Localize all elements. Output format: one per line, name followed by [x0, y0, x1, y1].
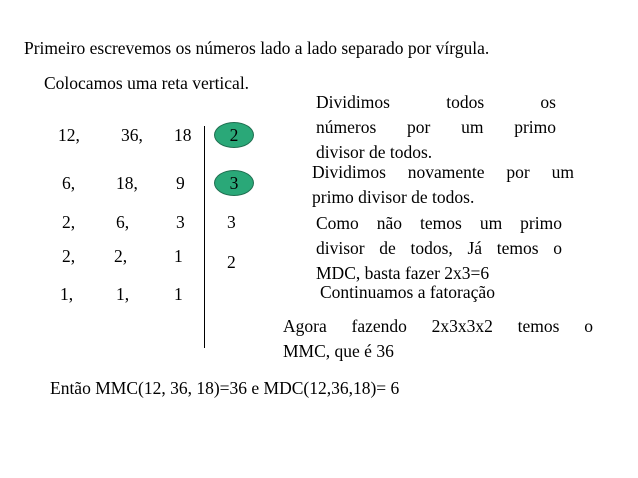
note-2-line-1: Dividimos novamente por um: [312, 162, 574, 182]
intro-line-2: Colocamos uma reta vertical.: [44, 73, 250, 93]
row-1-value-1: 12,: [58, 125, 80, 145]
note-3-line-1: Como não temos um primo: [316, 213, 562, 233]
note-divide-all: [316, 90, 556, 165]
row-4-value-3: 1: [174, 246, 183, 266]
note-mdc: [316, 211, 562, 286]
row-4-value-1: 2,: [62, 246, 76, 266]
row-3-divisor: 3: [227, 212, 236, 232]
row-3-value-1: 2,: [62, 212, 76, 232]
row-5-value-3: 1: [174, 284, 183, 304]
row-1-value-2: 36,: [121, 125, 143, 145]
row-5-value-1: 1,: [60, 284, 74, 304]
note-3-line-3: MDC, basta fazer 2x3=6: [316, 263, 490, 283]
row-2-divisor-highlight: 3: [214, 170, 254, 196]
row-4-divisor: 2: [227, 252, 236, 272]
note-divide-again: [312, 160, 574, 210]
row-2-value-2: 18,: [116, 173, 138, 193]
intro-line-1: Primeiro escrevemos os números lado a lado separado por vírgula.: [24, 38, 490, 58]
row-2-value-3: 9: [176, 173, 185, 193]
note-2-line-2: primo divisor de todos.: [312, 187, 475, 207]
row-5-value-2: 1,: [116, 284, 130, 304]
note-3-line-2: divisor de todos, Já temos o: [316, 238, 562, 258]
note-5-line-2: MMC, que é 36: [283, 341, 394, 361]
note-continue-factorization: Continuamos a fatoração: [320, 282, 495, 302]
vertical-line: [204, 126, 205, 348]
row-3-value-2: 6,: [116, 212, 130, 232]
note-1-line-2: números por um primo: [316, 117, 556, 137]
row-1-divisor-highlight: 2: [214, 122, 254, 148]
row-4-value-2: 2,: [114, 246, 128, 266]
conclusion: Então MMC(12, 36, 18)=36 e MDC(12,36,18)= 6: [50, 378, 400, 398]
note-mmc: [283, 314, 593, 364]
note-1-line-3: divisor de todos.: [316, 142, 433, 162]
row-3-value-3: 3: [176, 212, 185, 232]
note-1-line-1: Dividimos todos os: [316, 92, 556, 112]
note-5-line-1: Agora fazendo 2x3x3x2 temos o: [283, 316, 593, 336]
row-1-value-3: 18: [174, 125, 192, 145]
row-2-value-1: 6,: [62, 173, 76, 193]
